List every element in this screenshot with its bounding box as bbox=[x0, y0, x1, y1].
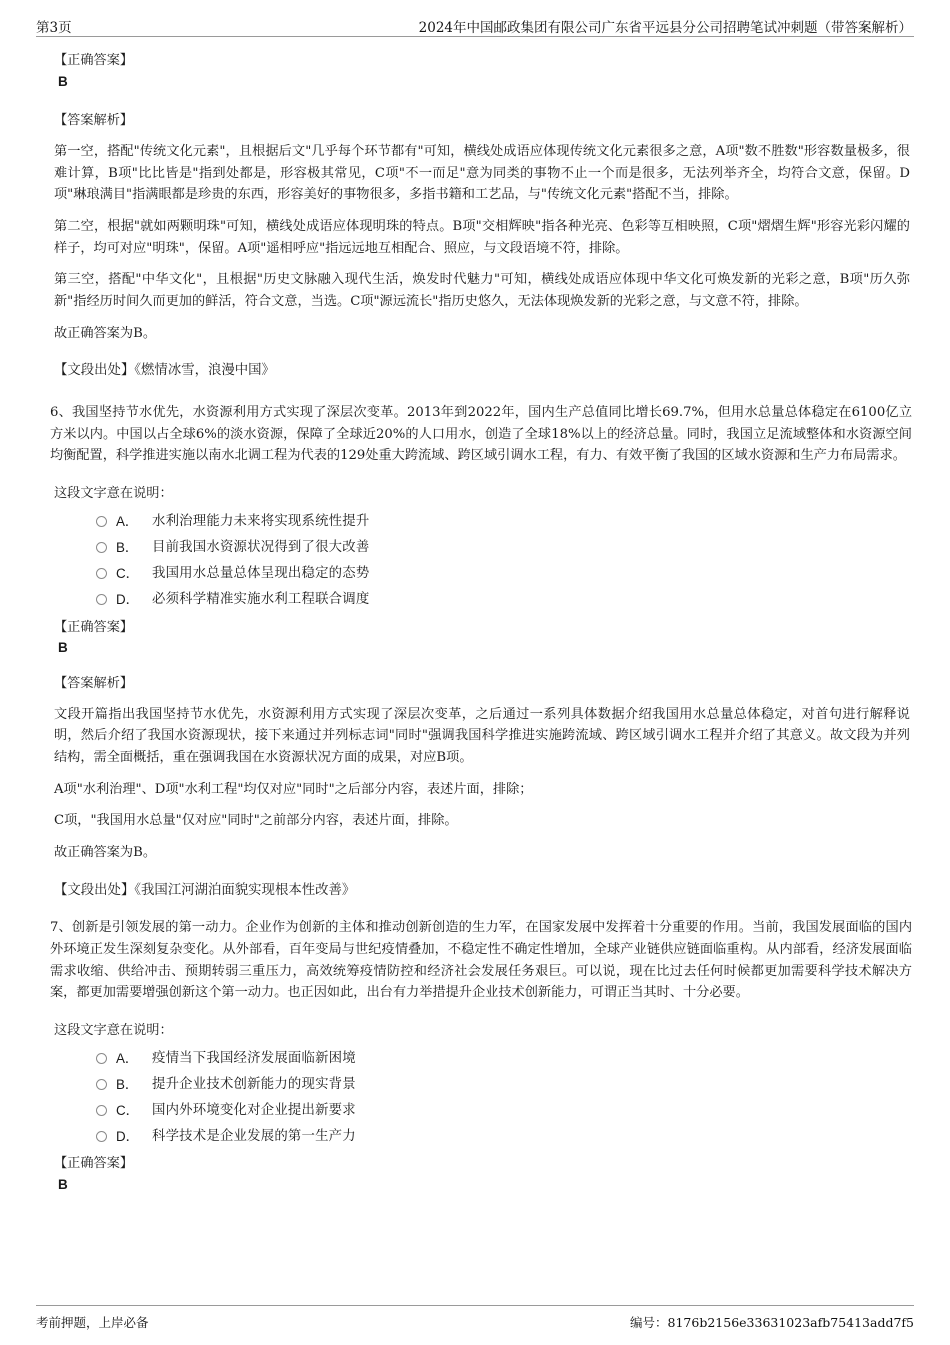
question-7-option-a[interactable] bbox=[96, 1047, 914, 1070]
q5-analysis-paragraph-1: 第一空，搭配"传统文化元素"，且根据后文"几乎每个环节都有"可知，横线处成语应体现传统文化元素很多之意，A项"数不胜数"形容数量极多，很难计算，B项"比比皆是"指到处都是，形容极其常见，C项"不一而足"意为同类的事物不止一个而是很多，无法列举齐全，均符合文意，保留。D项"琳琅满目"指满眼都是珍贵的东西，形容美好的事物很多，多指书籍和工艺品，与"传统文化元素"搭配不当，排除。 bbox=[54, 144, 910, 203]
q7-correct-answer-label: 【正确答案】 bbox=[54, 1156, 134, 1172]
option-text: 疫情当下我国经济发展面临新困境 bbox=[152, 1051, 356, 1067]
option-text: 水利治理能力未来将实现系统性提升 bbox=[152, 514, 370, 530]
option-key: D． bbox=[116, 1129, 140, 1145]
q5-analysis-paragraph-2: 第二空，根据"就如两颗明珠"可知，横线处成语应体现明珠的特点。B项"交相辉映"指各种光亮、色彩等互相映照，C项"熠熠生辉"形容光彩闪耀的样子，均可对应"明珠"，保留。A项"遥相呼应"指远远地互相配合、照应，与文段语境不符，排除。 bbox=[54, 219, 910, 256]
radio-button-icon[interactable] bbox=[96, 1079, 107, 1090]
option-text: 我国用水总量总体呈现出稳定的态势 bbox=[152, 566, 370, 582]
radio-button-icon[interactable] bbox=[96, 1131, 107, 1142]
option-text: 必须科学精准实施水利工程联合调度 bbox=[152, 592, 370, 608]
q5-answer-value: B bbox=[58, 73, 68, 89]
q7-answer-value: B bbox=[58, 1177, 68, 1193]
page-footer bbox=[36, 1305, 914, 1331]
option-text: 国内外环境变化对企业提出新要求 bbox=[152, 1103, 356, 1119]
question-7-stem bbox=[36, 917, 914, 1004]
radio-button-icon[interactable] bbox=[96, 1105, 107, 1116]
q6-correct-answer-block bbox=[36, 618, 914, 659]
question-6-options bbox=[36, 510, 914, 611]
spacer bbox=[36, 392, 914, 402]
question-7-option-b[interactable] bbox=[96, 1073, 914, 1096]
q6-source-line bbox=[36, 880, 914, 902]
question-7-number: 7、 bbox=[50, 920, 72, 936]
document-title: 2024年中国邮政集团有限公司广东省平远县分公司招聘笔试冲刺题（带答案解析） bbox=[418, 19, 912, 36]
option-key: C． bbox=[116, 566, 140, 582]
radio-button-icon[interactable] bbox=[96, 542, 107, 553]
radio-button-icon[interactable] bbox=[96, 1053, 107, 1064]
radio-button-icon[interactable] bbox=[96, 594, 107, 605]
footer-id-label: 编号： bbox=[630, 1315, 668, 1330]
question-6-number: 6、 bbox=[50, 405, 73, 421]
q6-analysis-conclusion: 故正确答案为B。 bbox=[54, 844, 157, 860]
option-key: B． bbox=[116, 540, 139, 556]
option-key: B． bbox=[116, 1077, 139, 1093]
question-6-prompt: 这段文字意在说明： bbox=[54, 485, 173, 501]
question-6-stem bbox=[36, 402, 914, 467]
question-6-option-a[interactable] bbox=[96, 510, 914, 533]
spacer bbox=[36, 101, 914, 111]
q6-analysis-paragraph-1: 文段开篇指出我国坚持节水优先，水资源利用方式实现了深层次变革，之后通过一系列具体数据介绍我国用水总量总体稳定，对首句进行解释说明，然后介绍了我国水资源现状，接下来通过并列标志词"同时"强调我国科学推进实施跨流域、跨区域引调水工程并介绍了其意义。故文段为并列结构，需全面概括，重在强调我国在水资源状况方面的成果，对应B项。 bbox=[54, 706, 910, 765]
radio-button-icon[interactable] bbox=[96, 516, 107, 527]
option-key: A． bbox=[116, 1051, 139, 1067]
option-key: A． bbox=[116, 514, 139, 530]
question-7-options bbox=[36, 1047, 914, 1148]
option-text: 提升企业技术创新能力的现实背景 bbox=[152, 1077, 356, 1093]
question-7-prompt: 这段文字意在说明： bbox=[54, 1022, 173, 1038]
q5-analysis-label: 【答案解析】 bbox=[54, 113, 134, 129]
option-text: 目前我国水资源状况得到了很大改善 bbox=[152, 540, 370, 556]
page-content bbox=[36, 37, 914, 1196]
q5-source-title: 《燃情冰雪，浪漫中国》 bbox=[134, 363, 275, 379]
q5-analysis-conclusion: 故正确答案为B。 bbox=[54, 325, 157, 341]
q6-analysis-paragraph-3: C项，"我国用水总量"仅对应"同时"之前部分内容，表述片面，排除。 bbox=[54, 813, 458, 829]
option-key: D． bbox=[116, 592, 140, 608]
q5-correct-answer-block bbox=[36, 51, 914, 92]
q5-correct-answer-label: 【正确答案】 bbox=[54, 53, 134, 68]
question-6-text: 我国坚持节水优先，水资源利用方式实现了深层次变革。2013年到2022年，国内生产总值同比增长69.7%，但用水总量总体稳定在6100亿立方米以内。中国以占全球6%的淡水资源，保障了全球近20%的人口用水，创造了全球18%以上的经济总量。同时，我国立足流域整体和水资源空间均衡配置，科学推进实施以南水北调工程为代表的129处重大跨流域、跨区域引调水工程，有力、有效平衡了我国的区域水资源和生产力布局需求。 bbox=[50, 405, 913, 464]
q6-answer-value: B bbox=[58, 640, 68, 656]
footer-id-value: 8176b2156e33631023afb75413add7f5 bbox=[667, 1315, 914, 1330]
q5-source-line bbox=[36, 360, 914, 382]
question-6-option-c[interactable] bbox=[96, 562, 914, 585]
page-header bbox=[36, 0, 914, 37]
question-7-option-c[interactable] bbox=[96, 1099, 914, 1122]
question-6-option-d[interactable] bbox=[96, 588, 914, 611]
footer-slogan: 考前押题，上岸必备 bbox=[36, 1315, 149, 1330]
q6-correct-answer-label: 【正确答案】 bbox=[54, 619, 134, 635]
question-7-option-d[interactable] bbox=[96, 1125, 914, 1148]
radio-button-icon[interactable] bbox=[96, 568, 107, 579]
q5-source-label: 【文段出处】 bbox=[54, 363, 135, 379]
question-7-text: 创新是引领发展的第一动力。企业作为创新的主体和推动创新创造的生力军，在国家发展中发挥着十分重要的作用。当前，我国发展面临的国内外环境正发生深刻复杂变化。从外部看，百年变局与世纪疫情叠加，不稳定性不确定性增加，全球产业链供应链面临重构。从内部看，经济发展面临需求收缩、供给冲击、预期转弱三重压力，高效统筹疫情防控和经济社会发展任务艰巨。可以说，现在比过去任何时候都更加需要科学技术解决方案，都更加需要增强创新这个第一动力。也正因如此，出台有力举措提升企业技术创新能力，可谓正当其时、十分必要。 bbox=[50, 920, 913, 1001]
q6-analysis-paragraph-2: A项"水利治理"、D项"水利工程"均仅对应"同时"之后部分内容，表述片面，排除； bbox=[54, 781, 533, 797]
page-number-label: 第3页 bbox=[36, 19, 72, 36]
option-key: C． bbox=[116, 1103, 140, 1119]
option-text: 科学技术是企业发展的第一生产力 bbox=[152, 1129, 356, 1145]
q6-source-label: 【文段出处】 bbox=[54, 882, 135, 898]
q6-analysis-label: 【答案解析】 bbox=[54, 675, 134, 691]
q5-analysis-paragraph-3: 第三空，搭配"中华文化"，且根据"历史文脉融入现代生活，焕发时代魅力"可知，横线处成语应体现中华文化可焕发新的光彩之意，B项"历久弥新"指经历时间久而更加的鲜活，符合文意，当选。C项"源远流长"指历史悠久，无法体现焕发新的光彩之意，与文意不符，排除。 bbox=[54, 272, 910, 310]
question-6-option-b[interactable] bbox=[96, 536, 914, 559]
q6-source-title: 《我国江河湖泊面貌实现根本性改善》 bbox=[134, 882, 356, 898]
footer-document-id bbox=[630, 1313, 914, 1331]
q7-correct-answer-block bbox=[36, 1154, 914, 1195]
